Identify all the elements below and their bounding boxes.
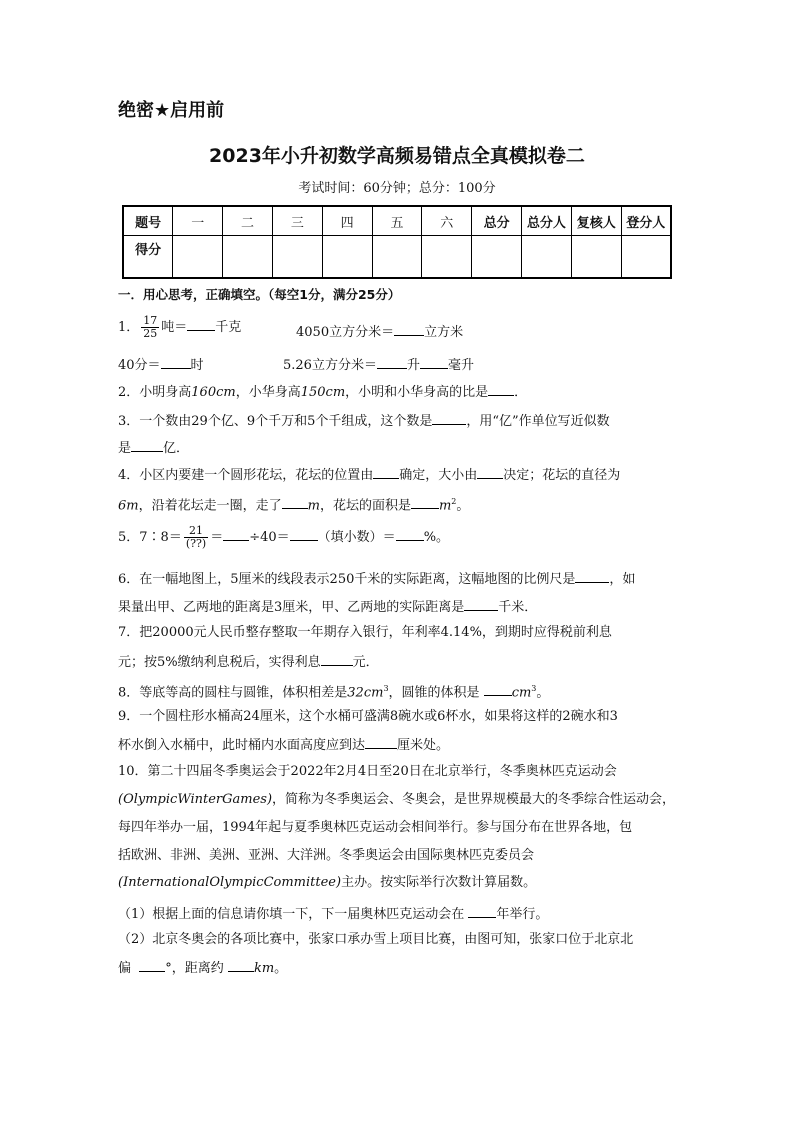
question-text: 千克	[215, 320, 242, 335]
score-header-cell: 二	[223, 206, 273, 236]
question-text: °，距离约	[165, 961, 224, 976]
question-text: 2．小明身高	[118, 385, 192, 400]
question-text: 毫升	[447, 358, 474, 373]
fraction-denominator: 25	[143, 327, 158, 340]
question-text: 杯水倒入水桶中，此时桶内水面高度应到达	[118, 738, 366, 753]
question-text: ，小明和小华身高的比是	[345, 385, 489, 400]
question-text: 确定，大小由	[399, 468, 478, 483]
score-cell[interactable]	[322, 236, 372, 279]
question-text: 7．把20000元人民币整存整取一年期存入银行，年利率4.14%，到期时应得税前利息	[118, 625, 612, 640]
question-10-sub-1	[118, 904, 548, 924]
score-cell[interactable]	[571, 236, 621, 279]
score-header-cell: 复核人	[571, 206, 621, 236]
score-header-cell: 登分人	[621, 206, 671, 236]
question-number: 1．	[118, 320, 140, 335]
question-text: 10．第二十四届冬季奥运会于2022年2月4日至20日在北京举行，冬季奥林匹克运动会	[118, 764, 617, 779]
score-cell[interactable]	[173, 236, 223, 279]
question-10-line-3	[118, 819, 632, 837]
score-cell[interactable]	[621, 236, 671, 279]
question-3-line-1	[118, 411, 610, 431]
answer-blank[interactable]	[223, 527, 249, 541]
answer-blank[interactable]	[377, 355, 407, 369]
score-header-cell: 总分	[472, 206, 522, 236]
math-unit: km	[253, 961, 275, 976]
answer-blank[interactable]	[131, 438, 163, 452]
question-10-line-1	[118, 763, 617, 781]
answer-blank[interactable]	[411, 495, 439, 509]
math-value: 32cm	[347, 685, 384, 701]
question-4-line-1	[118, 465, 620, 485]
question-7-line-1	[118, 624, 612, 642]
math-value: 6m	[118, 498, 139, 514]
question-text: %。	[423, 530, 450, 545]
question-text: ＝	[210, 530, 224, 545]
score-cell[interactable]	[272, 236, 322, 279]
question-text: 5．7∶8＝	[118, 530, 182, 545]
answer-blank[interactable]	[432, 411, 466, 425]
question-8	[118, 680, 549, 702]
fraction-denominator: (??)	[185, 537, 207, 550]
question-text: ，圆锥的体积是	[388, 685, 480, 701]
question-text: 括欧洲、非洲、美洲、亚洲、大洋洲。冬季奥运会由国际奥林匹克委员会	[118, 848, 535, 863]
fraction-numerator: 17	[143, 314, 158, 327]
section-heading: 一．用心思考，正确填空。（每空1分，满分25分）	[118, 287, 401, 302]
superscript: 2	[451, 497, 457, 506]
score-table	[122, 205, 672, 279]
answer-blank[interactable]	[365, 735, 397, 749]
question-text: 元；按5%缴纳利息税后，实得利息	[118, 655, 321, 670]
answer-blank[interactable]	[321, 652, 353, 666]
question-text: 主办。按实际举行次数计算届数。	[341, 875, 537, 890]
fraction	[141, 315, 159, 340]
question-text: （1）根据上面的信息请你填一下，下一届奥林匹克运动会在	[118, 907, 465, 922]
fraction	[184, 525, 208, 550]
answer-blank[interactable]	[139, 958, 165, 972]
question-text: （2）北京冬奥会的各项比赛中，张家口承办雪上项目比赛，由图可知，张家口位于北京北	[118, 932, 634, 947]
question-text: ，如	[609, 572, 636, 587]
question-text: 决定；花坛的直径为	[503, 468, 621, 483]
score-header-cell: 四	[322, 206, 372, 236]
question-text: 千米．	[498, 600, 538, 615]
score-header-cell: 五	[372, 206, 422, 236]
score-cell[interactable]	[372, 236, 422, 279]
question-9-line-1	[118, 708, 618, 726]
question-10-sub-2-line-2	[118, 958, 287, 978]
answer-blank[interactable]	[575, 569, 609, 583]
page-title: 2023年小升初数学高频易错点全真模拟卷二	[209, 145, 585, 167]
english-term: (OlympicWinterGames)	[118, 792, 273, 807]
question-text: 4．小区内要建一个圆形花坛，花坛的位置由	[118, 468, 374, 483]
question-text: 5.26立方分米＝	[283, 358, 377, 373]
question-2	[118, 382, 527, 402]
question-text: 时	[190, 358, 204, 373]
score-header-cell: 六	[422, 206, 472, 236]
score-cell[interactable]	[522, 236, 572, 279]
question-text: ．	[514, 385, 528, 400]
question-1-part-b	[296, 322, 463, 342]
question-text: 9．一个圆柱形水桶高24厘米，这个水桶可盛满8碗水或6杯水，如果将这样的2碗水和3	[118, 709, 618, 724]
question-text: 亿．	[163, 441, 190, 456]
score-cell[interactable]	[422, 236, 472, 279]
question-4-line-2	[118, 493, 469, 515]
question-text: 果量出甲、乙两地的距离是3厘米，甲、乙两地的实际距离是	[118, 600, 465, 615]
answer-blank[interactable]	[468, 904, 496, 918]
exam-info: 考试时间：60分钟；总分：100分	[298, 181, 496, 196]
question-1-line-2	[118, 355, 204, 375]
question-text: 。	[274, 961, 288, 976]
question-text: 6．在一幅地图上，5厘米的线段表示250千米的实际距离，这幅地图的比例尺是	[118, 572, 576, 587]
question-text: 吨＝	[161, 320, 188, 335]
answer-blank[interactable]	[420, 355, 448, 369]
question-text: 3．一个数由29个亿、9个千万和5个千组成，这个数是	[118, 414, 433, 429]
question-text: ，花坛的面积是	[319, 498, 411, 514]
question-text: ，用“亿”作单位写近似数	[466, 414, 610, 429]
score-row-label: 得分	[123, 236, 173, 279]
superscript: 3	[531, 684, 537, 693]
question-3-line-2	[118, 438, 189, 458]
answer-blank[interactable]	[477, 465, 503, 479]
question-10-line-5	[118, 874, 536, 892]
math-unit: cm	[511, 685, 532, 701]
question-text: 4050立方分米＝	[296, 325, 395, 340]
answer-blank[interactable]	[488, 382, 514, 396]
question-text: 厘米处。	[397, 738, 450, 753]
english-term: (InternationalOlympicCommittee)	[118, 875, 342, 890]
answer-blank[interactable]	[396, 527, 424, 541]
question-text: 元．	[352, 655, 379, 670]
answer-blank[interactable]	[282, 495, 308, 509]
math-value: 160cm	[191, 385, 236, 400]
math-unit: m	[307, 498, 320, 514]
question-7-line-2	[118, 652, 379, 672]
question-5	[118, 525, 449, 550]
answer-blank[interactable]	[484, 682, 512, 696]
question-text: 偏	[118, 961, 132, 976]
question-text: ，简称为冬季奥运会、冬奥会，是世界规模最大的冬季综合性运动会，	[272, 792, 676, 807]
question-1-line-1	[118, 315, 241, 340]
question-text: 每四年举办一届，1994年起与夏季奥林匹克运动会相间举行。参与国分布在世界各地，包	[118, 820, 633, 835]
answer-blank[interactable]	[464, 597, 498, 611]
fraction-numerator: 21	[184, 525, 208, 538]
question-text: （填小数）＝	[317, 530, 396, 545]
question-text: 8．等底等高的圆柱与圆锥，体积相差是	[118, 685, 348, 701]
question-text: 升	[406, 358, 420, 373]
question-6-line-2	[118, 597, 537, 617]
math-value: 150cm	[300, 385, 346, 400]
superscript: 3	[383, 684, 389, 693]
score-cell[interactable]	[472, 236, 522, 279]
math-unit: m	[438, 498, 452, 514]
secret-label: 绝密★启用前	[118, 100, 225, 121]
question-text: 立方米	[424, 325, 464, 340]
question-text: ，小华身高	[235, 385, 301, 400]
question-9-line-2	[118, 735, 449, 755]
question-10-line-4	[118, 847, 534, 865]
question-text: 。	[536, 685, 550, 701]
question-10-line-2	[118, 791, 675, 809]
score-table-score-row	[123, 236, 671, 279]
question-6-line-1	[118, 569, 635, 589]
question-text: 。	[456, 498, 470, 514]
question-text: ÷40＝	[249, 530, 290, 545]
question-1-part-d	[283, 355, 474, 375]
answer-blank[interactable]	[394, 322, 424, 336]
answer-blank[interactable]	[161, 355, 191, 369]
score-header-cell: 题号	[123, 206, 173, 236]
question-text: 是	[118, 441, 132, 456]
score-header-cell: 一	[173, 206, 223, 236]
answer-blank[interactable]	[228, 958, 254, 972]
score-header-cell: 三	[272, 206, 322, 236]
score-table-header-row	[123, 206, 671, 236]
answer-blank[interactable]	[187, 317, 215, 331]
answer-blank[interactable]	[290, 527, 318, 541]
answer-blank[interactable]	[373, 465, 399, 479]
score-cell[interactable]	[223, 236, 273, 279]
question-text: 40分＝	[118, 358, 161, 373]
question-text: ，沿着花坛走一圈，走了	[138, 498, 282, 514]
score-header-cell: 总分人	[522, 206, 572, 236]
question-10-sub-2-line-1	[118, 931, 633, 949]
question-text: 年举行。	[496, 907, 549, 922]
